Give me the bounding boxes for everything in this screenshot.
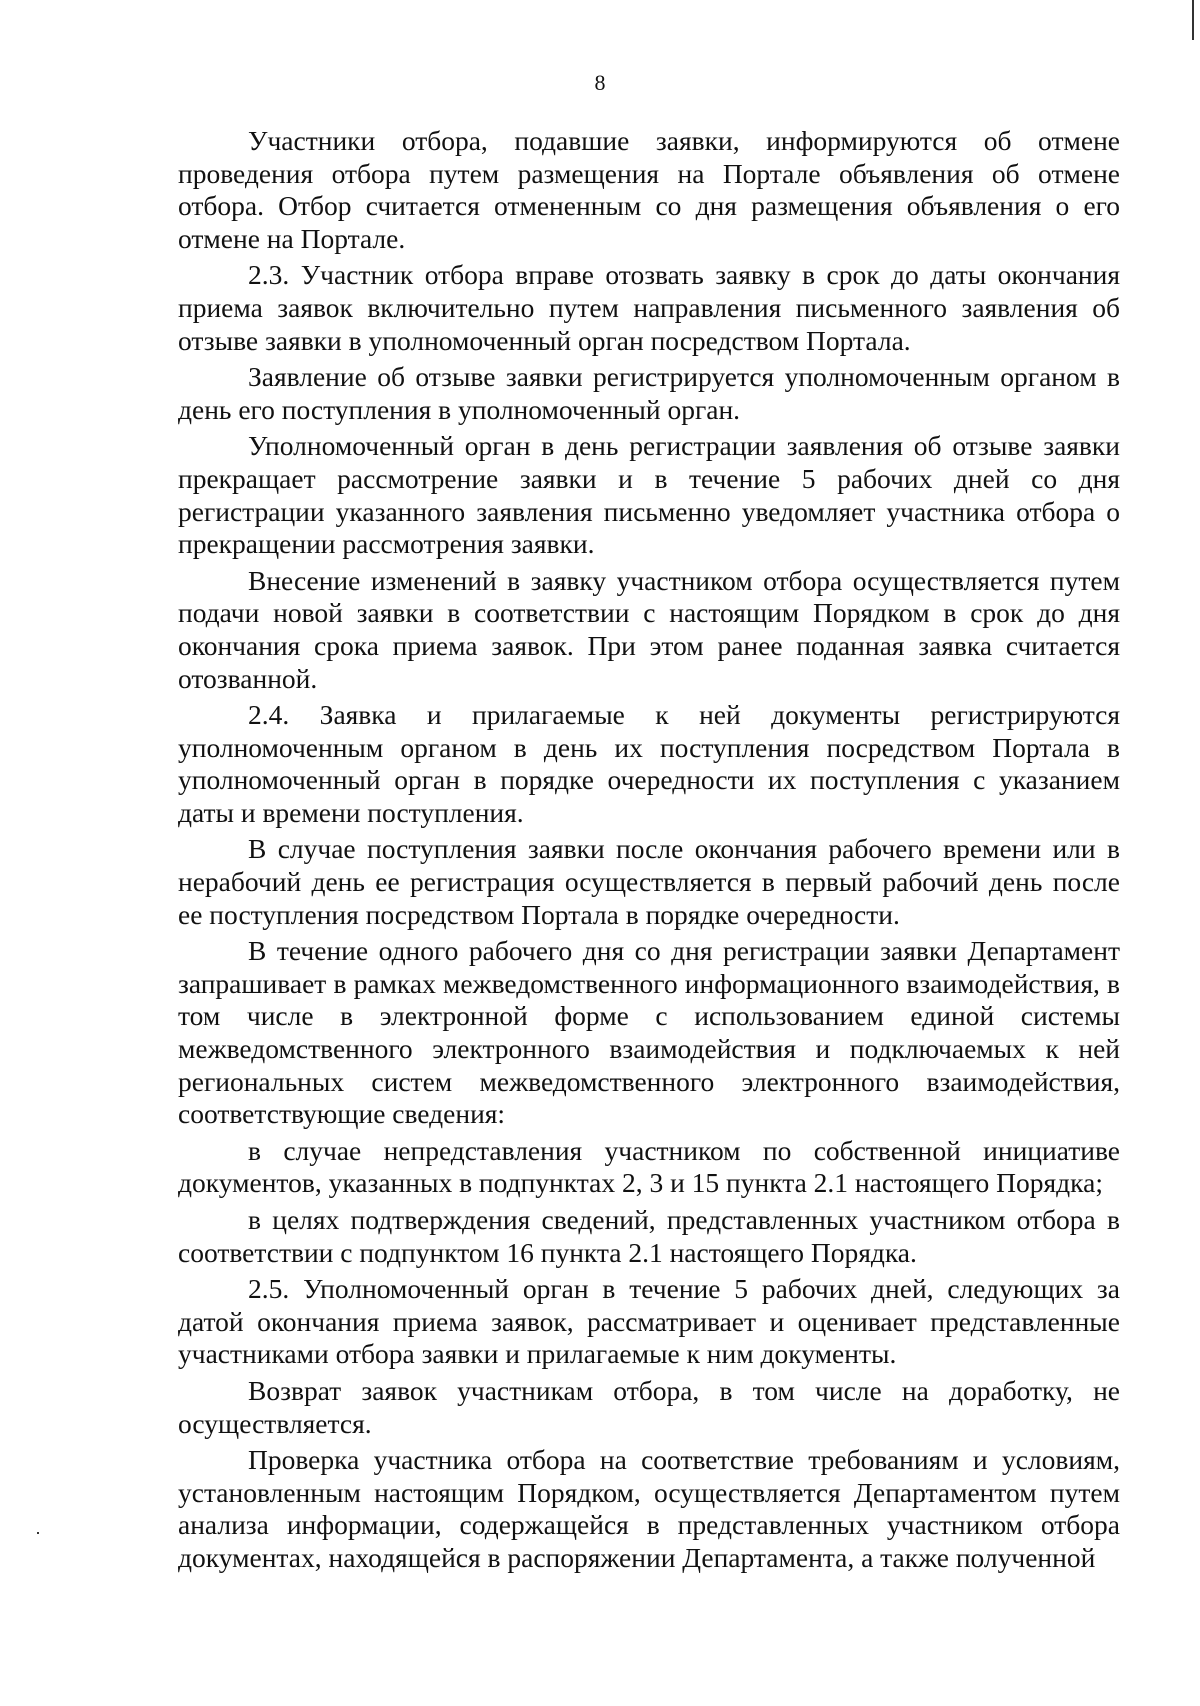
paragraph-3: Заявление об отзыве заявки регистрируется уполномоченным органом в день его поступления в уполномоченный орган.: [178, 361, 1120, 425]
paragraph-2: 2.3. Участник отбора вправе отозвать заявку в срок до даты окончания приема заявок включительно путем направления письменного заявления об отзыве заявки в уполномоченный орган посредством Портала.: [178, 259, 1120, 356]
paragraph-4: Уполномоченный орган в день регистрации заявления об отзыве заявки прекращает рассмотрение заявки и в течение 5 рабочих дней со дня регистрации указанного заявления письменно уведомляет участника отбора о прекращении рассмотрения заявки.: [178, 430, 1120, 560]
document-body: [178, 125, 1120, 1579]
paragraph-1: Участники отбора, подавшие заявки, информируются об отмене проведения отбора путем размещения на Портале объявления об отмене отбора. Отбор считается отмененным со дня размещения объявления о его отмене на Портале.: [178, 125, 1120, 254]
paragraph-9: в случае непредставления участником по собственной инициативе документов, указанных в подпунктах 2, 3 и 15 пункта 2.1 настоящего Порядка;: [178, 1134, 1120, 1199]
paragraph-13: Проверка участника отбора на соответствие требованиям и условиям, установленным настоящим Порядком, осуществляется Департаментом путем анализа информации, содержащейся в представленных участником отбора документах, находящейся в распоряжении Департамента, а также полученной: [178, 1444, 1120, 1573]
paragraph-6: 2.4. Заявка и прилагаемые к ней документы регистрируются уполномоченным органом в день их поступления посредством Портала в уполномоченный орган в порядке очередности их поступления с указанием даты и времени поступления.: [178, 699, 1120, 828]
page-number: 8: [594, 70, 606, 95]
paragraph-11: 2.5. Уполномоченный орган в течение 5 рабочих дней, следующих за датой окончания приема заявок, рассматривает и оценивает представленные участниками отбора заявки и прилагаемые к ним документы.: [178, 1273, 1120, 1370]
paragraph-5: Внесение изменений в заявку участником отбора осуществляется путем подачи новой заявки в соответствии с настоящим Порядком в срок до дня окончания срока приема заявок. При этом ранее поданная заявка считается отозванной.: [178, 564, 1120, 694]
paragraph-12: Возврат заявок участникам отбора, в том числе на доработку, не осуществляется.: [178, 1374, 1120, 1439]
paragraph-7: В случае поступления заявки после окончания рабочего времени или в нерабочий день ее регистрация осуществляется в первый рабочий день после ее поступления посредством Портала в порядке очередности.: [178, 833, 1120, 930]
paragraph-8: В течение одного рабочего дня со дня регистрации заявки Департамент запрашивает в рамках межведомственного информационного взаимодействия, в том числе в электронной форме с использованием единой системы межведомственного электронного взаимодействия и подключаемых к ней региональных систем межведомственного электронного взаимодействия, соответствующие сведения:: [178, 935, 1120, 1130]
paragraph-10: в целях подтверждения сведений, представленных участником отбора в соответствии с подпунктом 16 пункта 2.1 настоящего Порядка.: [178, 1204, 1120, 1268]
scan-edge-mark: [1192, 0, 1194, 40]
scan-dot: [37, 1532, 39, 1534]
